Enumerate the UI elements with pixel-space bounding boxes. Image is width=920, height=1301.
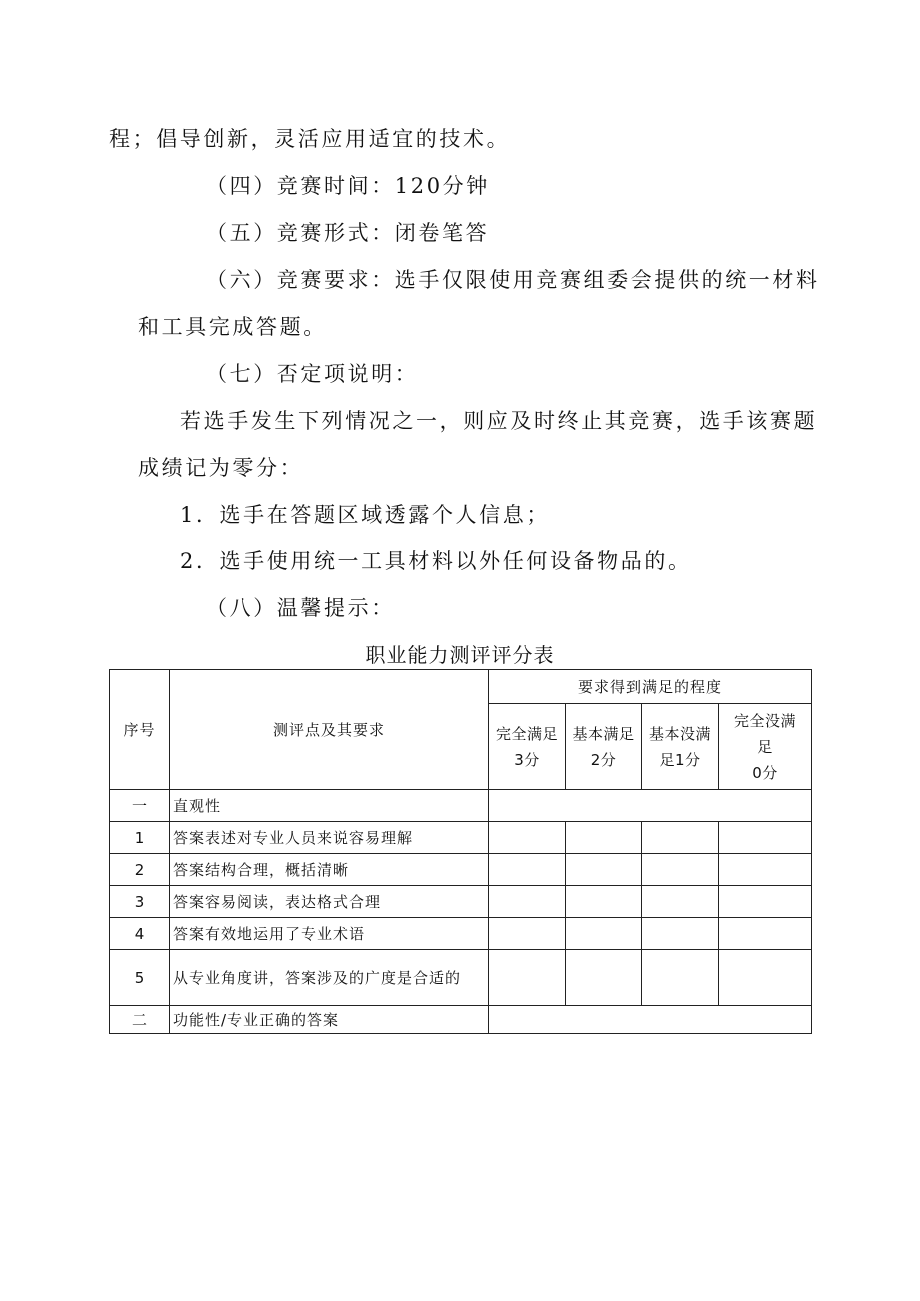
row-seq: 1 <box>110 822 170 854</box>
score-cell-3[interactable] <box>489 886 566 918</box>
row-seq: 2 <box>110 854 170 886</box>
table-row-section <box>110 790 812 822</box>
paragraph-competition-requirements-cont: 和工具完成答题。 <box>138 315 327 339</box>
row-seq: 二 <box>110 1006 170 1034</box>
row-text: 答案有效地运用了专业术语 <box>170 918 489 950</box>
paragraph-veto-item-2: 2．选手使用统一工具材料以外任何设备物品的。 <box>180 549 692 573</box>
row-score-cell[interactable] <box>489 1006 812 1034</box>
score-cell-0[interactable] <box>719 950 812 1006</box>
score-cell-1[interactable] <box>642 822 719 854</box>
table-row <box>110 950 812 1006</box>
paragraph-veto-item-1: 1．选手在答题区域透露个人信息； <box>180 503 550 527</box>
score-cell-2[interactable] <box>566 918 642 950</box>
paragraph-tips-heading: （八）温馨提示： <box>206 596 395 620</box>
table-row <box>110 854 812 886</box>
header-satisfaction-group: 要求得到满足的程度 <box>489 670 812 704</box>
table-row <box>110 822 812 854</box>
table-title: 职业能力测评评分表 <box>365 643 555 667</box>
row-text: 直观性 <box>170 790 489 822</box>
score-cell-3[interactable] <box>489 822 566 854</box>
row-text: 答案容易阅读，表达格式合理 <box>170 886 489 918</box>
score-cell-2[interactable] <box>566 950 642 1006</box>
score-cell-0[interactable] <box>719 918 812 950</box>
paragraph-competition-requirements: （六）竞赛要求：选手仅限使用竞赛组委会提供的统一材料 <box>206 268 820 292</box>
row-seq: 5 <box>110 950 170 1006</box>
score-cell-1[interactable] <box>642 918 719 950</box>
score-cell-3[interactable] <box>489 950 566 1006</box>
score-cell-0[interactable] <box>719 886 812 918</box>
header-seq: 序号 <box>110 670 170 790</box>
header-level-basic: 基本满足 2分 <box>566 704 642 790</box>
score-cell-0[interactable] <box>719 822 812 854</box>
header-level-full: 完全满足 3分 <box>489 704 566 790</box>
scoring-table <box>109 669 812 1034</box>
score-cell-3[interactable] <box>489 918 566 950</box>
paragraph-competition-time: （四）竞赛时间：120分钟 <box>206 174 490 198</box>
table-row-section <box>110 1006 812 1034</box>
row-seq: 3 <box>110 886 170 918</box>
header-level-not: 完全没满 足 0分 <box>719 704 812 790</box>
paragraph-veto-description: 若选手发生下列情况之一，则应及时终止其竞赛，选手该赛题 <box>180 409 818 433</box>
row-text: 答案表述对专业人员来说容易理解 <box>170 822 489 854</box>
paragraph-veto-description-cont: 成绩记为零分： <box>138 456 304 480</box>
row-text: 答案结构合理，概括清晰 <box>170 854 489 886</box>
score-cell-2[interactable] <box>566 822 642 854</box>
score-cell-3[interactable] <box>489 854 566 886</box>
row-text: 功能性/专业正确的答案 <box>170 1006 489 1034</box>
score-cell-1[interactable] <box>642 854 719 886</box>
score-cell-2[interactable] <box>566 854 642 886</box>
paragraph-competition-form: （五）竞赛形式：闭卷笔答 <box>206 221 490 245</box>
score-cell-2[interactable] <box>566 886 642 918</box>
header-item: 测评点及其要求 <box>170 670 489 790</box>
paragraph-continuation: 程；倡导创新，灵活应用适宜的技术。 <box>109 127 511 151</box>
table-row <box>110 918 812 950</box>
paragraph-veto-heading: （七）否定项说明： <box>206 362 419 386</box>
score-cell-1[interactable] <box>642 886 719 918</box>
row-score-cell[interactable] <box>489 790 812 822</box>
row-seq: 一 <box>110 790 170 822</box>
header-level-basic-not: 基本没满 足1分 <box>642 704 719 790</box>
score-cell-0[interactable] <box>719 854 812 886</box>
row-text: 从专业角度讲，答案涉及的广度是合适的 <box>170 950 489 1006</box>
row-seq: 4 <box>110 918 170 950</box>
score-cell-1[interactable] <box>642 950 719 1006</box>
table-row <box>110 886 812 918</box>
